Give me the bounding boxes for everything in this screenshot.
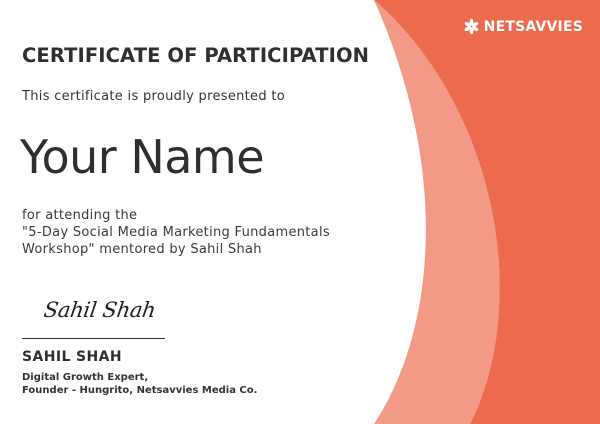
signatory-name: SAHIL SHAH (22, 349, 122, 365)
signatory-role (22, 371, 257, 397)
reason-line: Workshop" mentored by Sahil Shah (22, 242, 262, 257)
signature-line (22, 338, 165, 339)
recipient-name: Your Name (20, 130, 265, 184)
role-line: Founder - Hungrito, Netsavvies Media Co. (22, 385, 258, 396)
handwritten-signature: Sahil Shah (42, 298, 158, 322)
netsavvies-logo (463, 18, 583, 35)
reason-line: "5-Day Social Media Marketing Fundamentals (22, 225, 330, 240)
certificate-title: CERTIFICATE OF PARTICIPATION (22, 44, 370, 67)
role-line: Digital Growth Expert, (22, 372, 149, 383)
participation-reason (22, 207, 330, 258)
asterisk-flower-icon (463, 18, 480, 35)
presented-text: This certificate is proudly presented to (22, 89, 285, 104)
brand-name: NETSAVVIES (483, 18, 583, 35)
reason-line: for attending the (22, 208, 138, 223)
